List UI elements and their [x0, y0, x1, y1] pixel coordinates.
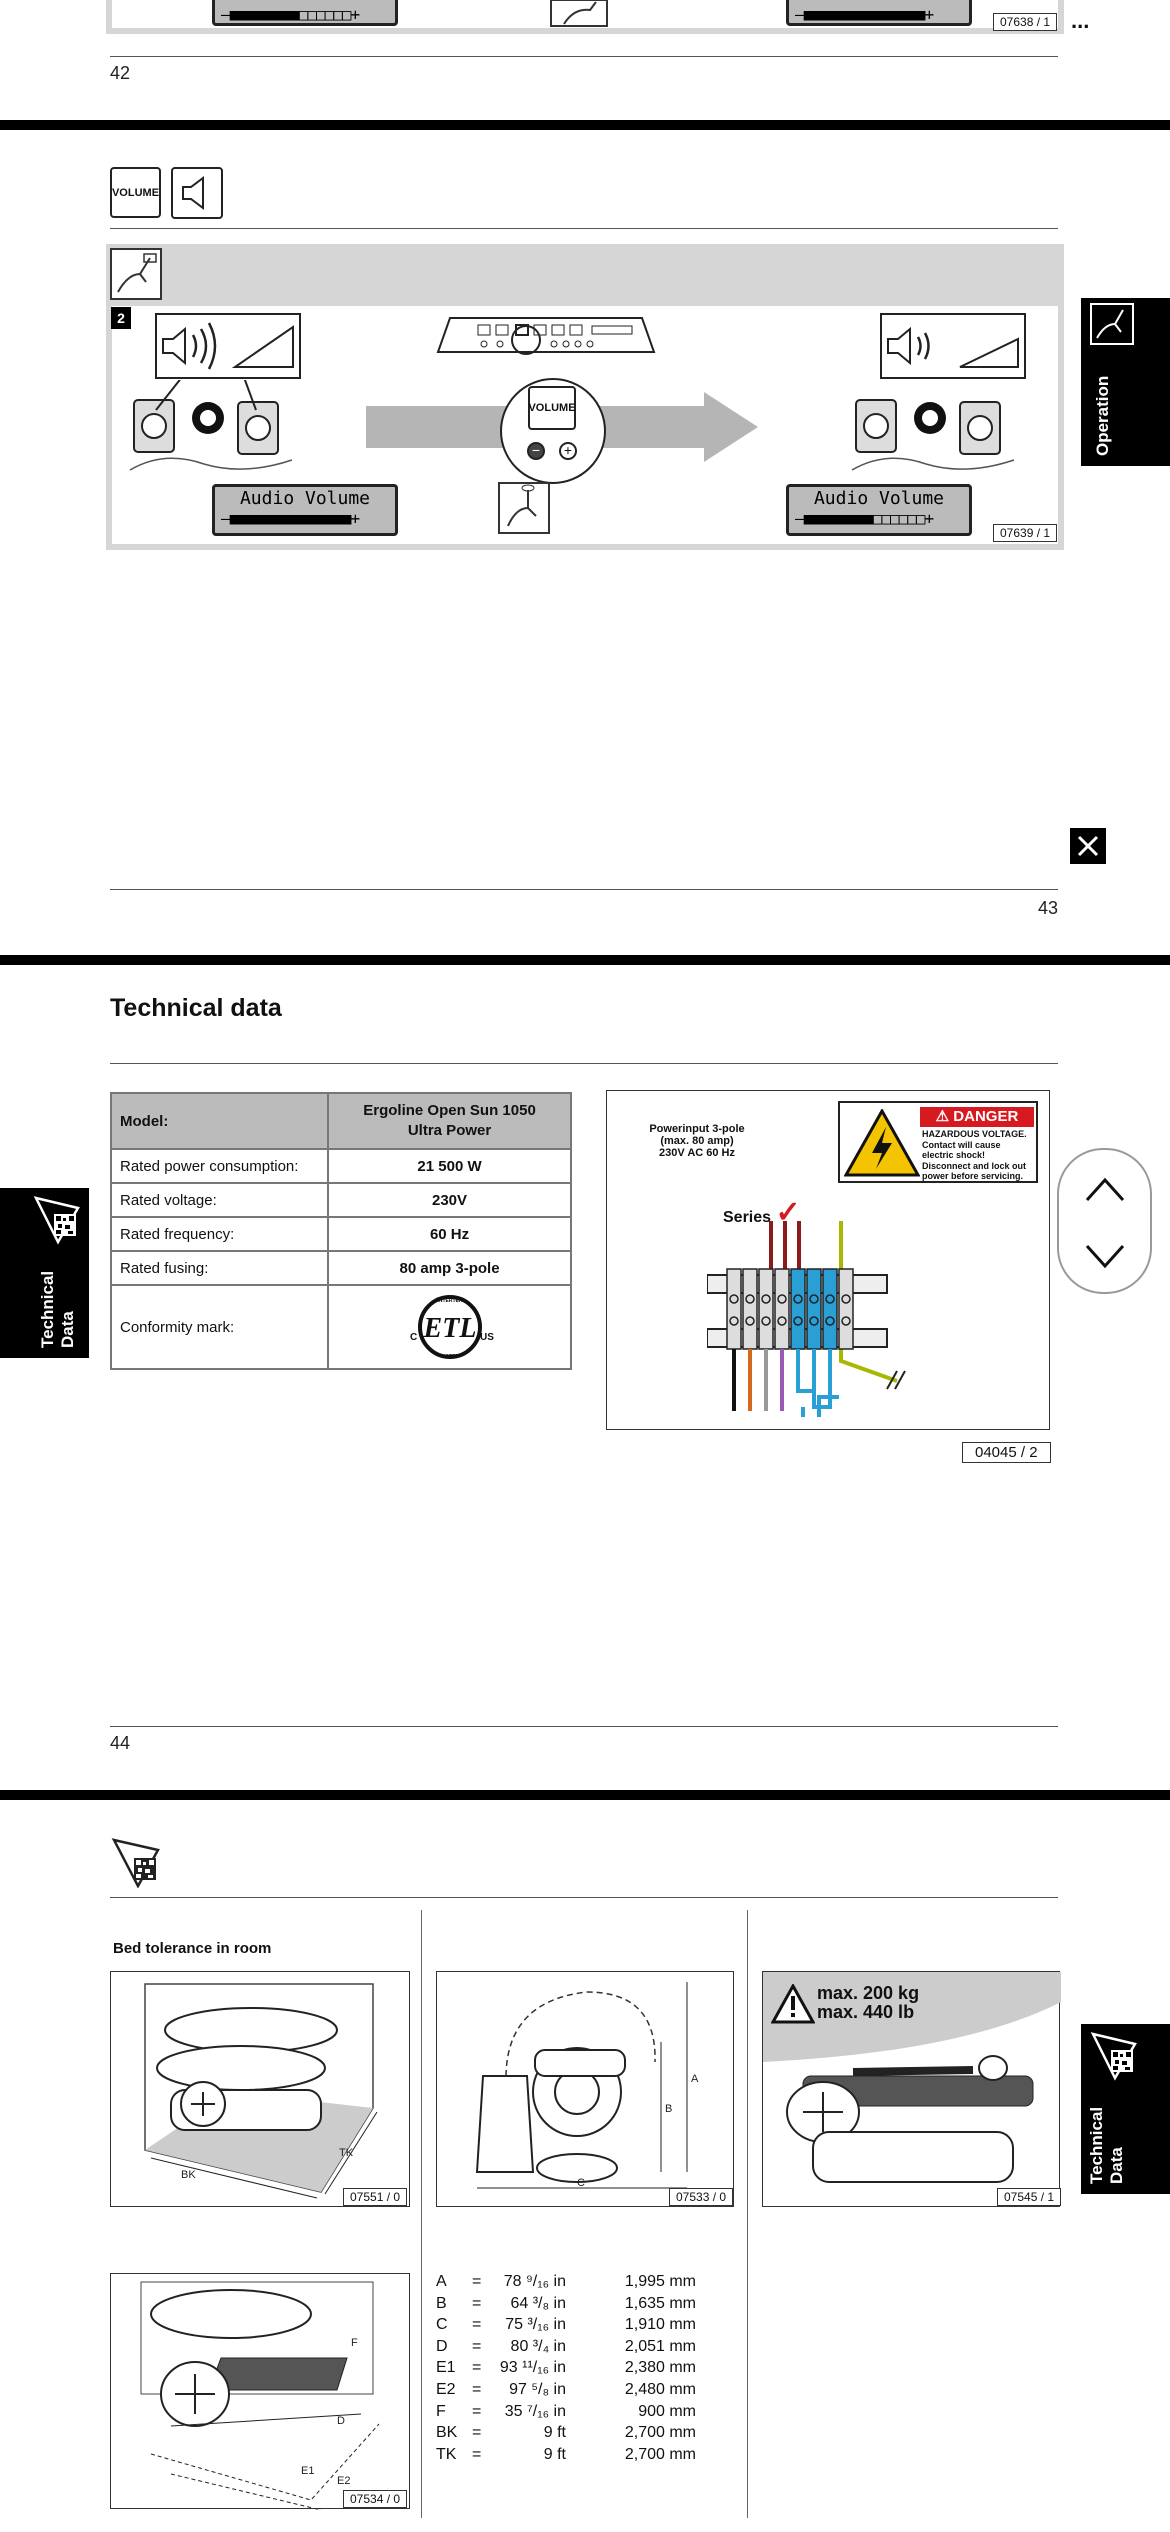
warning-triangle-icon: [771, 1984, 815, 2024]
lcd-title: Audio Volume: [813, 488, 945, 509]
danger-line-4: Disconnect and lock out: [922, 1160, 1027, 1171]
bed-drawing: [437, 1972, 735, 2208]
danger-text: [922, 1129, 1027, 1182]
danger-line-2: Contact will cause: [922, 1139, 1001, 1150]
section-title: Bed tolerance in room: [113, 1940, 272, 1957]
figure-ref-code: 07638 / 1: [993, 13, 1057, 31]
danger-header: ⚠ DANGER: [920, 1107, 1034, 1127]
table-cell-label: Rated frequency:: [111, 1217, 328, 1251]
dim-metric: 2,380 mm: [624, 2359, 696, 2377]
hand-press-icon: [550, 0, 610, 28]
side-tab-technical-data[interactable]: [1081, 2024, 1170, 2194]
hand-press-icon: [498, 482, 550, 534]
dim-eq: =: [472, 2294, 482, 2312]
list-item: [436, 2293, 716, 2315]
technical-data-table: [110, 1092, 572, 1370]
figure-max-weight: [762, 1971, 1060, 2207]
table-cell-value: [328, 1285, 571, 1369]
lcd-title: Audio Volume: [239, 488, 371, 509]
hand-press-icon: [110, 248, 162, 300]
table-cell-label: Rated power consumption:: [111, 1149, 328, 1183]
dim-imperial: 9 ft: [543, 2424, 566, 2442]
side-tab-label: Operation: [1093, 375, 1112, 456]
dim-eq: =: [472, 2337, 482, 2355]
model-name-line1: Ergoline Open Sun 1050: [363, 1102, 536, 1119]
speaker-icon: [124, 380, 294, 480]
page-separator: [0, 1790, 1170, 1800]
dim-key: TK: [436, 2445, 457, 2463]
danger-label: [838, 1101, 1038, 1183]
fig2-label-a: A: [691, 2073, 699, 2085]
fig4-label-e2: E2: [337, 2475, 351, 2487]
scroll-control: [1057, 1148, 1152, 1294]
fig1-label-tk: TK: [339, 2147, 354, 2159]
table-row: [111, 1251, 571, 1285]
dim-metric: 900 mm: [638, 2402, 696, 2420]
lcd-display-right: [786, 484, 972, 536]
list-item: [436, 2357, 716, 2379]
dim-metric: 1,995 mm: [624, 2273, 696, 2290]
header-rule: [110, 1897, 1058, 1898]
figure-ref-code: 07639 / 1: [993, 524, 1057, 542]
fig1-label-bk: BK: [181, 2169, 196, 2181]
dim-imperial: 97 ⁵/₈ in: [509, 2380, 566, 2398]
dim-key: E1: [436, 2359, 456, 2377]
dim-metric: 2,051 mm: [624, 2337, 696, 2355]
lcd-volume-bar: –■■■■■■■■■■■■■■+: [795, 5, 934, 24]
column-divider: [747, 1910, 748, 2518]
danger-line-5: power before servicing.: [922, 1171, 1024, 1181]
dimensions-list: [436, 2271, 716, 2465]
dim-key: C: [436, 2316, 448, 2334]
lcd-display-right: [786, 0, 972, 26]
table-row: [111, 1183, 571, 1217]
figure-ref-code: 07551 / 0: [343, 2188, 407, 2206]
list-item: [436, 2422, 716, 2444]
dim-metric: 2,700 mm: [624, 2445, 696, 2463]
table-row: [111, 1149, 571, 1183]
figure-bed-room-floor: [110, 1971, 410, 2207]
page-title: Technical data: [110, 994, 282, 1022]
etl-us: US: [479, 1332, 494, 1343]
table-cell-label: Rated fusing:: [111, 1251, 328, 1285]
list-item: [436, 2379, 716, 2401]
dim-eq: =: [472, 2380, 482, 2398]
table-cell-value: 230V: [328, 1183, 571, 1217]
power-input-text: [637, 1123, 757, 1159]
table-row: [111, 1217, 571, 1251]
model-name-line2: Ultra Power: [407, 1122, 492, 1139]
dim-key: BK: [436, 2424, 458, 2442]
etl-listed-mark: [400, 1292, 500, 1362]
page-number: 42: [110, 63, 131, 83]
fig4-label-d: D: [337, 2415, 345, 2427]
max-weight-text: [817, 1984, 919, 2022]
series-text: Series: [723, 1209, 772, 1226]
fig4-label-e1: E1: [301, 2465, 315, 2477]
control-panel: [436, 316, 656, 356]
dim-eq: =: [472, 2445, 482, 2463]
footer-rule: [110, 1726, 1058, 1727]
figure-bed-top-dimensions: [110, 2273, 410, 2509]
dim-imperial: 78 ⁹/₁₆ in: [503, 2273, 566, 2290]
terminal-block-diagram: [707, 1221, 967, 1421]
table-cell-value: 80 amp 3-pole: [328, 1251, 571, 1285]
dim-eq: =: [472, 2359, 482, 2377]
side-tab-line2: Data: [58, 1311, 77, 1348]
fig4-label-f: F: [351, 2337, 358, 2349]
list-item: [436, 2336, 716, 2358]
danger-title: DANGER: [953, 1108, 1019, 1125]
table-cell-label: Rated voltage:: [111, 1183, 328, 1217]
volume-minus-button[interactable]: −: [527, 442, 545, 460]
dim-key: D: [436, 2337, 448, 2355]
figure-ref-code: 07534 / 0: [343, 2490, 407, 2508]
column-divider: [421, 1910, 422, 2518]
dim-key: A: [436, 2273, 447, 2290]
bed-drawing: [111, 2274, 411, 2510]
list-item: [436, 2271, 716, 2293]
power-line-3: 230V AC 60 Hz: [658, 1147, 736, 1159]
dim-metric: 1,635 mm: [624, 2294, 696, 2312]
chevron-down-icon[interactable]: [1085, 1244, 1125, 1270]
etl-ring-top: INTERTEK: [437, 1298, 463, 1304]
page-separator: [0, 120, 1170, 130]
table-cell-label: Model:: [111, 1093, 328, 1149]
etl-letters: ETL: [423, 1313, 476, 1344]
lcd-volume-bar: –■■■■■■■■■■■■■■+: [221, 509, 360, 528]
dim-metric: 2,480 mm: [624, 2380, 696, 2398]
lcd-display-left: [212, 484, 398, 536]
etl-c: C: [409, 1332, 417, 1343]
bed-drawing: [111, 1972, 411, 2208]
side-tab-line1: Technical: [38, 1270, 57, 1348]
continuation-ellipsis: ...: [1071, 8, 1090, 33]
dim-imperial: 9 ft: [543, 2445, 566, 2463]
list-item: [436, 2314, 716, 2336]
power-line-1: Powerinput 3-pole: [649, 1123, 745, 1135]
speaker-icon: [171, 167, 223, 219]
dim-eq: =: [472, 2424, 482, 2442]
warning-triangle-icon: [844, 1109, 920, 1177]
dim-imperial: 64 ³/₈ in: [510, 2294, 566, 2312]
dim-eq: =: [472, 2273, 482, 2290]
close-icon: [1076, 834, 1100, 858]
danger-line-3: electric shock!: [922, 1150, 986, 1160]
max-weight-kg: max. 200 kg: [817, 1983, 920, 2003]
speaker-icon: [846, 380, 1016, 480]
danger-line-1: HAZARDOUS VOLTAGE.: [922, 1129, 1027, 1139]
side-tab-operation[interactable]: [1081, 298, 1170, 466]
dim-eq: =: [472, 2402, 482, 2420]
close-button[interactable]: [1070, 828, 1106, 864]
dim-metric: 1,910 mm: [624, 2316, 696, 2334]
dim-key: F: [436, 2402, 446, 2420]
table-header-row: [111, 1093, 571, 1149]
power-line-2: (max. 80 amp): [660, 1135, 734, 1147]
header-rule: [110, 228, 1058, 229]
max-weight-lb: max. 440 lb: [817, 2002, 915, 2022]
check-mark: ✓: [775, 1196, 801, 1229]
etl-ring-bottom: LISTED: [440, 1354, 459, 1360]
volume-button[interactable]: [528, 386, 576, 430]
list-item: [436, 2444, 716, 2466]
speaker-loud-callout: [155, 313, 301, 379]
table-row: [111, 1285, 571, 1369]
table-cell-value: [328, 1093, 571, 1149]
technical-data-icon: [1089, 2030, 1139, 2082]
dim-imperial: 35 ⁷/₁₆ in: [504, 2402, 566, 2420]
lcd-volume-bar: –■■■■■■■■□□□□□□+: [221, 5, 360, 24]
lcd-display-left: [212, 0, 398, 26]
lcd-volume-bar: –■■■■■■■■□□□□□□+: [795, 509, 934, 528]
dim-metric: 2,700 mm: [624, 2424, 696, 2442]
dim-imperial: 80 ³/₄ in: [510, 2337, 566, 2355]
table-cell-label: Conformity mark:: [111, 1285, 328, 1369]
footer-rule: [110, 889, 1058, 890]
figure-ref-code: 07533 / 0: [669, 2188, 733, 2206]
side-tab-line2: Data: [1107, 2147, 1126, 2184]
technical-data-icon: [110, 1836, 162, 1888]
speaker-quiet-callout: [880, 313, 1026, 379]
list-item: [436, 2401, 716, 2423]
figure-ref-code: 07545 / 1: [997, 2188, 1061, 2206]
volume-icon-label: VOLUME: [111, 186, 160, 199]
volume-plus-button[interactable]: +: [559, 442, 577, 460]
side-tab-technical-data[interactable]: [0, 1188, 89, 1358]
page-number: 43: [1038, 898, 1059, 918]
table-cell-value: 60 Hz: [328, 1217, 571, 1251]
volume-button-label: VOLUME: [528, 402, 576, 414]
figure-bed-side-dimensions: [436, 1971, 734, 2207]
page-separator: [0, 955, 1170, 965]
side-tab-line1: Technical: [1087, 2106, 1106, 2184]
table-cell-value: 21 500 W: [328, 1149, 571, 1183]
dim-key: E2: [436, 2380, 456, 2398]
dim-eq: =: [472, 2316, 482, 2334]
dim-key: B: [436, 2294, 447, 2312]
fig2-label-c: C: [577, 2177, 585, 2189]
dim-imperial: 93 ¹¹/₁₆ in: [499, 2359, 566, 2377]
side-tab-label: [1087, 2107, 1127, 2184]
footer-rule: [110, 56, 1058, 57]
volume-button-icon: [110, 167, 161, 218]
header-rule: [110, 1063, 1058, 1064]
side-tab-label: [38, 1271, 78, 1348]
step-number-badge: 2: [111, 307, 131, 329]
technical-data-icon: [32, 1194, 82, 1246]
hand-press-icon: [1089, 302, 1135, 346]
page-number: 44: [110, 1733, 131, 1753]
fig2-label-b: B: [665, 2103, 673, 2115]
wiring-diagram-panel: [606, 1090, 1050, 1430]
figure-ref-code: 04045 / 2: [962, 1442, 1051, 1463]
dim-imperial: 75 ³/₁₆ in: [505, 2316, 566, 2334]
chevron-up-icon[interactable]: [1085, 1176, 1125, 1202]
